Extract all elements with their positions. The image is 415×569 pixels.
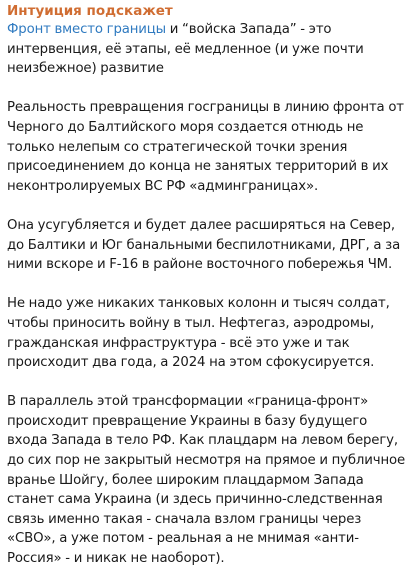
message-paragraph-3: Она усугубляется и будет далее расширяться на Север, до Балтики и Юг банальными беспилотниками, ДРГ, а за ними вскоре и F-16 в районе восточного побережья ЧМ. bbox=[7, 217, 401, 273]
message-paragraph-5: В параллель этой трансформации «граница-фронт» происходит превращение Украины в базу будущего входа Запада в тело РФ. Как плацдарм на левом берегу, до сих пор не закрытый несмотря на прямое и публичное вранье Шойгу, более широким плацдармом Запада станет сама Украина (и здесь причинно-следственная связь именно такая - сначала взлом границы через «СВО», а уже потом - реальная а не мнимая «анти-Россия» - и никак не наоборот). bbox=[7, 394, 406, 567]
paragraph-1-text: и “войска Запада” - это интервенция, её этапы, её медленное (и уже почти неизбежное) развитие bbox=[7, 22, 364, 77]
message-link[interactable]: Фронт вместо границы bbox=[7, 22, 167, 37]
channel-name[interactable]: Интуиция подскажет bbox=[7, 3, 173, 19]
message-paragraph-1 bbox=[7, 20, 407, 79]
message-paragraph-2: Реальность превращения госграницы в линию фронта от Черного до Балтийского моря создается отнюдь не только нелепым со стратегической точки зрения присоединением до конца не занятых территорий в их неконтролируемых ВС РФ «админграницах». bbox=[7, 100, 404, 194]
message-paragraph-4: Не надо уже никаких танковых колонн и тысяч солдат, чтобы приносить войну в тыл. Нефтегаз, аэродромы, гражданская инфраструктура - всё это уже и так происходит два года, а 2024 на этом сфокусируется. bbox=[7, 296, 390, 371]
message-text bbox=[7, 20, 407, 569]
